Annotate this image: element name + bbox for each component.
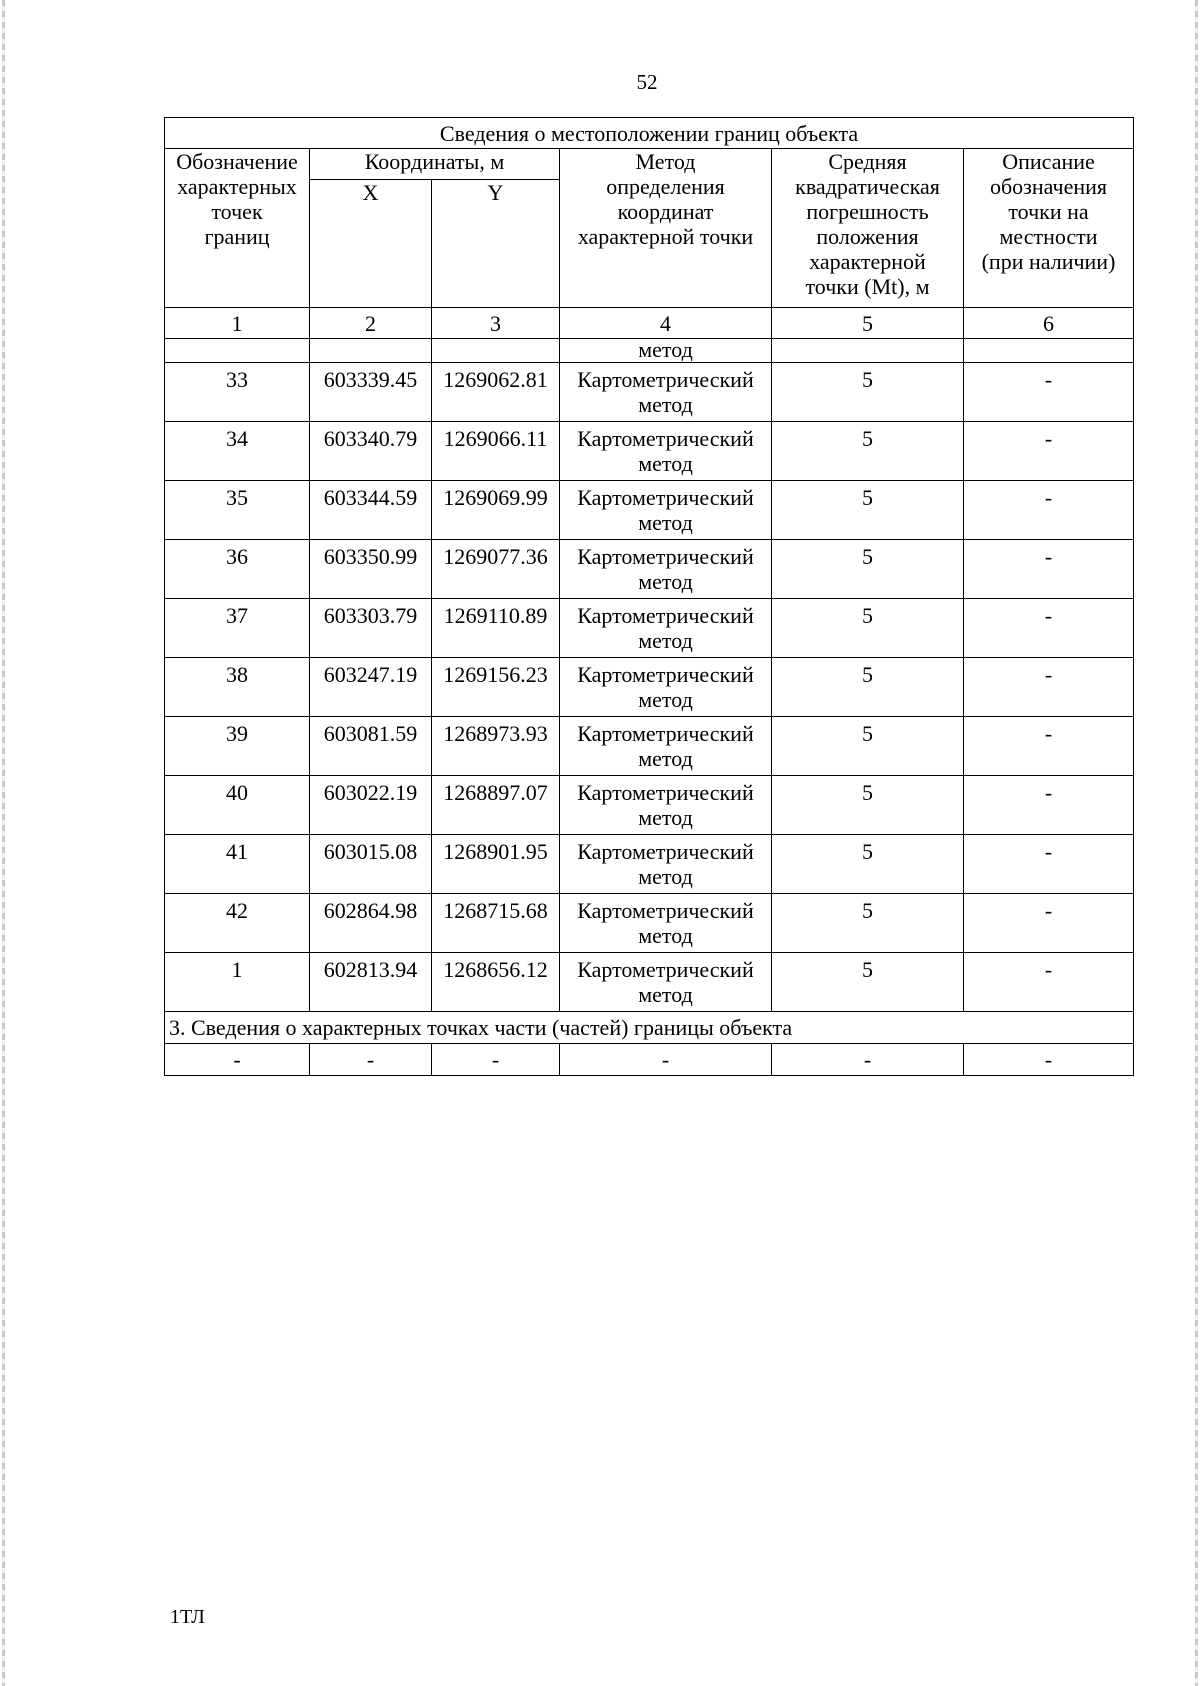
column-number: 3	[432, 308, 560, 339]
x-coord-cell: 603022.19	[310, 776, 432, 835]
header-description: Описание обозначения точки на местности (при наличии)	[964, 149, 1134, 308]
header-point-label: Обозначение характерных точек границ	[165, 149, 310, 308]
x-coord-cell: 603081.59	[310, 717, 432, 776]
header-method: Метод определения координат характерной точки	[560, 149, 772, 308]
y-coord-cell: 1269069.99	[432, 481, 560, 540]
table-row	[165, 953, 1134, 1012]
table-row	[165, 363, 1134, 422]
method-cell: Картометрический метод	[560, 540, 772, 599]
error-cell: 5	[772, 599, 964, 658]
x-coord-cell: 602813.94	[310, 953, 432, 1012]
y-coord-cell: 1269066.11	[432, 422, 560, 481]
method-cell: Картометрический метод	[560, 776, 772, 835]
method-cell: Картометрический метод	[560, 363, 772, 422]
method-cell: Картометрический метод	[560, 835, 772, 894]
section3-cell: -	[964, 1044, 1134, 1076]
error-cell: 5	[772, 776, 964, 835]
error-cell: 5	[772, 717, 964, 776]
table-row	[165, 894, 1134, 953]
y-coord-cell: 1269077.36	[432, 540, 560, 599]
continuation-cell: метод	[560, 339, 772, 363]
section3-cell: -	[310, 1044, 432, 1076]
method-cell: Картометрический метод	[560, 481, 772, 540]
method-cell: Картометрический метод	[560, 599, 772, 658]
section3-cell: -	[772, 1044, 964, 1076]
section3-cell: -	[432, 1044, 560, 1076]
description-cell: -	[964, 717, 1134, 776]
method-cell: Картометрический метод	[560, 422, 772, 481]
description-cell: -	[964, 776, 1134, 835]
continuation-cell	[772, 339, 964, 363]
error-cell: 5	[772, 658, 964, 717]
section-title: Сведения о местоположении границ объекта	[165, 118, 1134, 149]
point-cell: 38	[165, 658, 310, 717]
x-coord-cell: 603015.08	[310, 835, 432, 894]
y-coord-cell: 1269110.89	[432, 599, 560, 658]
column-number: 2	[310, 308, 432, 339]
column-numbers-row	[165, 308, 1134, 339]
table-row	[165, 776, 1134, 835]
point-cell: 1	[165, 953, 310, 1012]
y-coord-cell: 1268973.93	[432, 717, 560, 776]
error-cell: 5	[772, 953, 964, 1012]
x-coord-cell: 603247.19	[310, 658, 432, 717]
method-cell: Картометрический метод	[560, 658, 772, 717]
footer-mark: 1ТЛ	[170, 1606, 205, 1628]
continuation-cell	[964, 339, 1134, 363]
point-cell: 42	[165, 894, 310, 953]
x-coord-cell: 603350.99	[310, 540, 432, 599]
table-row	[165, 422, 1134, 481]
description-cell: -	[964, 953, 1134, 1012]
point-cell: 40	[165, 776, 310, 835]
x-coord-cell: 603344.59	[310, 481, 432, 540]
table-row	[165, 599, 1134, 658]
column-number: 6	[964, 308, 1134, 339]
error-cell: 5	[772, 363, 964, 422]
point-cell: 33	[165, 363, 310, 422]
method-cell: Картометрический метод	[560, 717, 772, 776]
section-title-row	[165, 118, 1134, 149]
error-cell: 5	[772, 422, 964, 481]
continuation-cell	[165, 339, 310, 363]
point-cell: 36	[165, 540, 310, 599]
description-cell: -	[964, 363, 1134, 422]
point-cell: 41	[165, 835, 310, 894]
header-coords: Координаты, м	[310, 149, 560, 180]
method-cell: Картометрический метод	[560, 953, 772, 1012]
column-number: 4	[560, 308, 772, 339]
x-coord-cell: 602864.98	[310, 894, 432, 953]
point-cell: 34	[165, 422, 310, 481]
continuation-row	[165, 339, 1134, 363]
error-cell: 5	[772, 894, 964, 953]
table-row	[165, 835, 1134, 894]
description-cell: -	[964, 540, 1134, 599]
x-coord-cell: 603340.79	[310, 422, 432, 481]
scan-edge-left	[2, 0, 5, 1686]
header-row	[165, 149, 1134, 180]
section3-cell: -	[165, 1044, 310, 1076]
error-cell: 5	[772, 481, 964, 540]
section3-cell: -	[560, 1044, 772, 1076]
description-cell: -	[964, 894, 1134, 953]
column-number: 1	[165, 308, 310, 339]
point-cell: 39	[165, 717, 310, 776]
y-coord-cell: 1268715.68	[432, 894, 560, 953]
scan-edge-right	[1195, 0, 1198, 1686]
section3-title: 3. Сведения о характерных точках части (частей) границы объекта	[165, 1012, 1134, 1044]
point-cell: 35	[165, 481, 310, 540]
table-row	[165, 658, 1134, 717]
continuation-cell	[310, 339, 432, 363]
x-coord-cell: 603339.45	[310, 363, 432, 422]
boundary-coordinates-table	[164, 117, 1134, 1076]
y-coord-cell: 1268901.95	[432, 835, 560, 894]
y-coord-cell: 1268897.07	[432, 776, 560, 835]
section3-data-row	[165, 1044, 1134, 1076]
y-coord-cell: 1269156.23	[432, 658, 560, 717]
method-cell: Картометрический метод	[560, 894, 772, 953]
x-coord-cell: 603303.79	[310, 599, 432, 658]
continuation-cell	[432, 339, 560, 363]
table-row	[165, 540, 1134, 599]
section3-title-row	[165, 1012, 1134, 1044]
header-error: Средняя квадратическая погрешность положения характерной точки (Mt), м	[772, 149, 964, 308]
table-row	[165, 717, 1134, 776]
error-cell: 5	[772, 835, 964, 894]
description-cell: -	[964, 658, 1134, 717]
point-cell: 37	[165, 599, 310, 658]
header-y: Y	[432, 180, 560, 308]
description-cell: -	[964, 422, 1134, 481]
description-cell: -	[964, 481, 1134, 540]
y-coord-cell: 1269062.81	[432, 363, 560, 422]
error-cell: 5	[772, 540, 964, 599]
description-cell: -	[964, 835, 1134, 894]
y-coord-cell: 1268656.12	[432, 953, 560, 1012]
page-number: 52	[636, 70, 658, 94]
column-number: 5	[772, 308, 964, 339]
header-x: X	[310, 180, 432, 308]
table-row	[165, 481, 1134, 540]
description-cell: -	[964, 599, 1134, 658]
